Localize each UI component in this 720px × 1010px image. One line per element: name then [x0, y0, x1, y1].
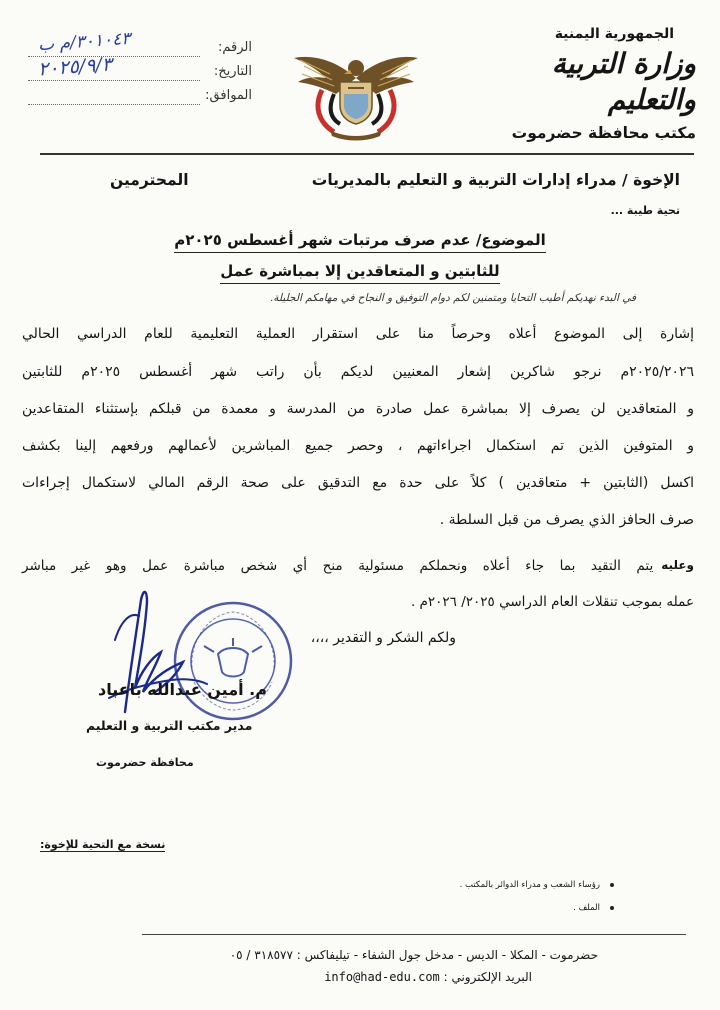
body-line: و المتعاقدين لن يصرف إلا بمباشرة عمل صادرة من المدرسة و معمدة من قبلكم بإستثناء المتقاعدين — [22, 401, 694, 417]
republic-name: الجمهورية اليمنية — [554, 26, 674, 42]
ministry-name: وزارة التربية والتعليم — [551, 47, 696, 116]
corresponding-date-row — [22, 88, 252, 112]
body-line: اكسل (الثابتين + متعاقدين ) كلاً على حدة مع التدقيق على صحة الرقم المالي لاستكمال إجراءات — [22, 475, 694, 491]
body-line: صرف الحافز الذي يصرف من قبل السلطة . — [439, 512, 694, 528]
addressee-line: الإخوة / مدراء إدارات التربية و التعليم بالمديريات — [311, 171, 680, 189]
body-line: إشارة إلى الموضوع أعلاه وحرصاً منا على استقرار العملية التعليمية للعام الدراسي الحالي — [22, 326, 694, 342]
subject-line-2: للثابتين و المتعاقدين إلا بمباشرة عمل — [220, 259, 499, 284]
accordingly-line-1 — [22, 558, 694, 574]
subject-block — [0, 228, 720, 284]
letterhead-right — [476, 26, 696, 142]
opening-wish: في البدء نهديكم أطيب التحايا ومتمنين لكم دوام التوفيق و النجاح في مهامكم الجليلة. — [269, 292, 636, 304]
office-name: مكتب محافظة حضرموت — [511, 124, 696, 142]
signatory-region: محافظة حضرموت — [96, 756, 194, 769]
copies-item: رؤساء الشعب و مدراء الدوائر بالمكتب . — [460, 880, 600, 890]
accordingly-word: وعليه — [661, 558, 694, 572]
signatory-title: مدير مكتب التربية و التعليم — [86, 718, 253, 733]
email-label: البريد الإلكتروني : — [443, 970, 532, 984]
date-row — [22, 53, 252, 88]
yemen-eagle-emblem-icon — [290, 44, 422, 142]
reference-number-value: ٣٠١٠٤٣/م ب — [37, 28, 132, 56]
thanks-line: ولكم الشكر و التقدير ،،،، — [310, 630, 456, 646]
body-line: و المتوفين الذين تم استكمال اجراءاتهم ، وحصر جميع المباشرين لأعمالهم ورفعهم إلينا بكشف — [22, 438, 694, 454]
reference-block — [22, 28, 252, 112]
footer-divider — [142, 934, 686, 935]
footer-address: حضرموت - المكلا - الديس - مدخل جول الشفاء - تيليفاكس : ٣١٨٥٧٧ / ٠٥ — [229, 948, 598, 962]
copies-item: الملف . — [573, 903, 600, 913]
email-link[interactable]: info@had-edu.com — [324, 970, 440, 984]
signatory-name: م. أمين عبدالله باعباد — [98, 680, 267, 699]
footer-email-row — [324, 970, 532, 984]
accordingly-line-2: عمله بموجب تنقلات العام الدراسي ٢٠٢٥/ ٢٠٢٦م . — [410, 594, 694, 610]
handwritten-signature-icon — [95, 580, 215, 720]
reference-number-label: الرقم: — [218, 40, 252, 55]
subject-line-1: الموضوع/ عدم صرف مرتبات شهر أغسطس ٢٠٢٥م — [174, 228, 546, 253]
corresponding-date-label: الموافق: — [205, 88, 252, 103]
date-label: التاريخ: — [213, 64, 252, 79]
copies-title: نسخة مع التحية للإخوة: — [40, 838, 166, 851]
greeting: تحية طيبة ... — [610, 204, 680, 217]
honorific: المحترمين — [110, 171, 189, 189]
body-line: ٢٠٢٥/٢٠٢٦م نرجو شاكرين إشعار المعنيين لديكم بأن راتب شهر أغسطس ٢٠٢٥م للثابتين — [22, 364, 695, 380]
header-divider — [40, 153, 694, 155]
date-value: ٢٠٢٥/٩/٣ — [37, 53, 113, 81]
accordingly-text: يتم التقيد بما جاء أعلاه ونحملكم مسئولية منح أي شخص مباشرة عمل وهو غير مباشر — [22, 558, 654, 574]
